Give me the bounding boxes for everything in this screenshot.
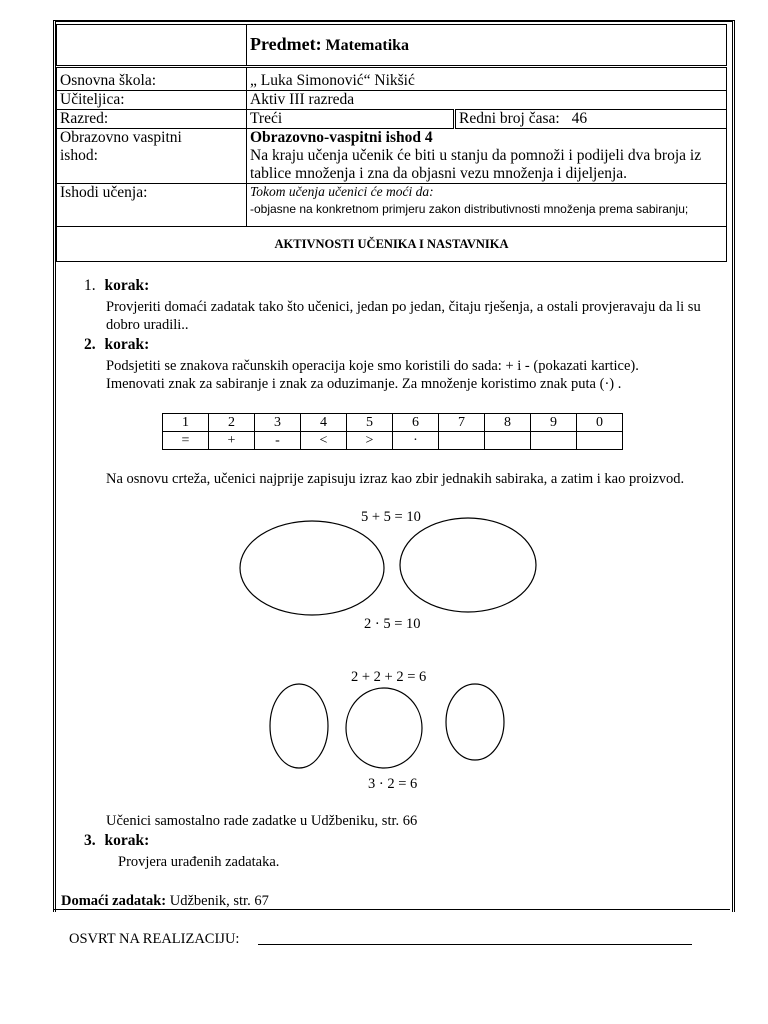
- number-cell: 9: [531, 414, 577, 432]
- sign-cell: [531, 432, 577, 450]
- activities-title: AKTIVNOSTI UČENIKA I NASTAVNIKA: [57, 227, 727, 262]
- review-label: OSVRT NA REALIZACIJU:: [69, 931, 240, 947]
- step2-text-line1: Podsjetiti se znakova računskih operacija koje smo koristili do sada: + i - (pokazati kartice).: [106, 358, 639, 374]
- oval-drawing-1: [230, 515, 550, 625]
- signs-row: [163, 432, 623, 450]
- frame-bottom-line: [54, 909, 730, 910]
- step2-heading: [84, 336, 149, 354]
- independent-work-text: Učenici samostalno rade zadatke u Udžbeniku, str. 66: [106, 813, 418, 829]
- oval-small-left: [270, 684, 328, 768]
- step1-number: 1.: [84, 277, 96, 294]
- number-cell: 4: [301, 414, 347, 432]
- teacher-label: Učiteljica:: [57, 91, 247, 110]
- teacher-row: [57, 91, 727, 110]
- teacher-value: Aktiv III razreda: [247, 91, 727, 110]
- outcome-text-line2: tablice množenja i zna da objasni vezu množenja i dijeljenja.: [250, 165, 628, 182]
- outcome-text-line1: Na kraju učenja učenik će biti u stanju da pomnoži i podijeli dva broja iz: [250, 147, 702, 164]
- operation-signs-table: [162, 413, 623, 450]
- oval-left: [240, 521, 384, 615]
- sign-cell: ·: [393, 432, 439, 450]
- expression-product-1: 2 · 5 = 10: [364, 616, 421, 632]
- number-cell: 2: [209, 414, 255, 432]
- lesson-number-value: 46: [571, 110, 588, 127]
- step1-label: korak:: [104, 277, 150, 294]
- expression-product-2: 3 · 2 = 6: [368, 776, 418, 792]
- step2-text-line2: Imenovati znak za sabiranje i znak za oduzimanje. Za množenje koristimo znak puta (·) .: [106, 376, 622, 392]
- step1-text-line1: Provjeriti domaći zadatak tako što učenici, jedan po jedan, čitaju rješenja, a ostali provjeravaju da li su: [106, 299, 701, 315]
- step2-text: [106, 357, 726, 393]
- school-value: „ Luka Simonović“ Nikšić: [247, 67, 727, 91]
- step3-label: korak:: [104, 832, 150, 849]
- step3-heading: [84, 832, 149, 850]
- oval-drawing-2: [265, 680, 515, 775]
- number-cell: 5: [347, 414, 393, 432]
- subject-label: Predmet:: [250, 34, 322, 54]
- expression-sum-2: 2 + 2 + 2 = 6: [351, 669, 427, 685]
- step1-text: [106, 298, 726, 334]
- oval-right: [400, 518, 536, 612]
- sign-cell: -: [255, 432, 301, 450]
- homework-label: Domaći zadatak:: [61, 893, 167, 909]
- number-cell: 7: [439, 414, 485, 432]
- grade-label: Razred:: [57, 110, 247, 129]
- lesson-number-label: Redni broj časa:: [459, 110, 560, 127]
- step3-number: 3.: [84, 832, 96, 849]
- subject-row: [57, 25, 727, 67]
- sign-cell: =: [163, 432, 209, 450]
- activities-title-row: [57, 227, 727, 262]
- outcome-label-line1: Obrazovno vaspitni: [60, 129, 182, 146]
- sign-cell: >: [347, 432, 393, 450]
- lesson-number-cell: [455, 110, 727, 129]
- step3-text: Provjera urađenih zadataka.: [118, 854, 280, 870]
- number-cell: 8: [485, 414, 531, 432]
- sign-cell: <: [301, 432, 347, 450]
- numbers-row: [163, 414, 623, 432]
- review-line: [258, 944, 692, 945]
- grade-row: [57, 110, 727, 129]
- outcome-title: Obrazovno-vaspitni ishod 4: [250, 129, 433, 146]
- sign-cell: [439, 432, 485, 450]
- step2-number: 2.: [84, 336, 96, 353]
- oval-small-right: [446, 684, 504, 760]
- sign-cell: [485, 432, 531, 450]
- lesson-header-table: [56, 24, 727, 262]
- homework: [61, 892, 269, 910]
- number-cell: 6: [393, 414, 439, 432]
- step2-label: korak:: [104, 336, 150, 353]
- step1-text-line2: dobro uradili..: [106, 317, 189, 333]
- school-label: Osnovna škola:: [57, 67, 247, 91]
- step1-heading: [84, 277, 149, 295]
- learning-outcomes-text: -objasne na konkretnom primjeru zakon distributivnosti množenja prema sabiranju;: [250, 202, 689, 216]
- number-cell: 1: [163, 414, 209, 432]
- sign-cell: [577, 432, 623, 450]
- expression-sum-1: 5 + 5 = 10: [361, 509, 421, 525]
- homework-text: Udžbenik, str. 67: [166, 893, 269, 909]
- sign-cell: +: [209, 432, 255, 450]
- number-cell: 0: [577, 414, 623, 432]
- circle-middle: [346, 688, 422, 768]
- learning-outcomes-intro: Tokom učenja učenici će moći da:: [250, 184, 434, 199]
- number-cell: 3: [255, 414, 301, 432]
- grade-value: Treći: [247, 110, 455, 129]
- drawing-intro: Na osnovu crteža, učenici najprije zapisuju izraz kao zbir jednakih sabiraka, a zatim i kao proizvod.: [106, 471, 685, 487]
- outcome-label-line2: ishod:: [60, 147, 98, 164]
- school-row: [57, 67, 727, 91]
- outcome-row: [57, 129, 727, 184]
- learning-outcomes-label: Ishodi učenja:: [57, 184, 247, 227]
- learning-outcomes-row: [57, 184, 727, 227]
- subject-value: Matematika: [325, 37, 410, 54]
